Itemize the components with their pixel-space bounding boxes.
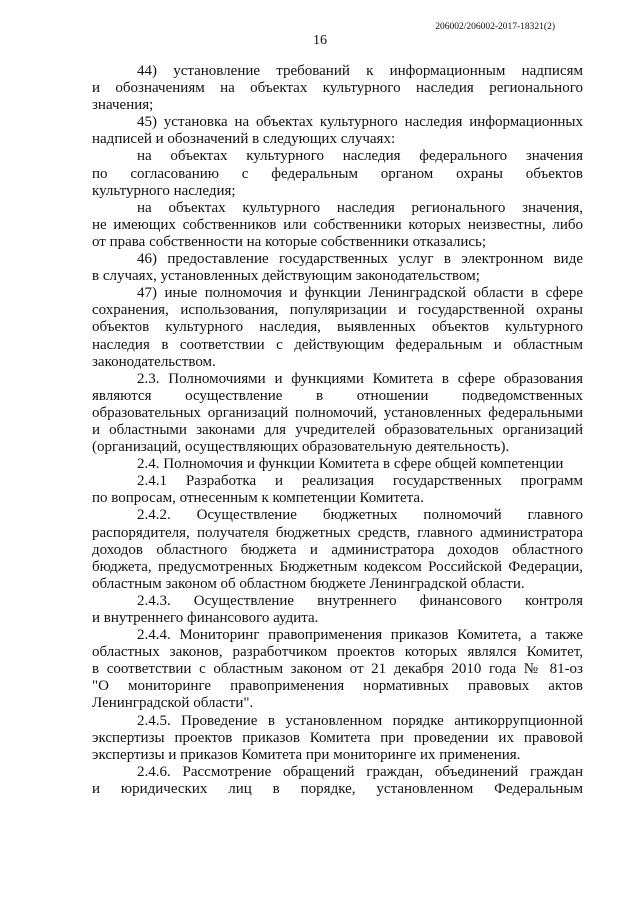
- text-line: на объектах культурного наследия федерального значения: [137, 148, 583, 165]
- paragraph-p2_4_2: [92, 507, 583, 592]
- paragraph-p47: [92, 285, 583, 370]
- text-line: и юридических лиц в порядке, установленном Федеральным: [92, 780, 583, 797]
- text-line: 2.4.2. Осуществление бюджетных полномочий главного: [137, 507, 583, 524]
- document-body: [92, 63, 583, 798]
- paragraph-p45: [92, 114, 583, 148]
- text-line: 44) установление требований к информационным надписям: [137, 63, 583, 79]
- text-line: являются осуществление в отношении подведомственных: [92, 387, 583, 404]
- text-line: сохранения, использования, популяризации и государственной охраны: [92, 302, 583, 319]
- text-line: в случаях, установленных действующим законодательством;: [92, 268, 480, 285]
- text-line: по согласованию с федеральным органом охраны объектов: [92, 165, 583, 182]
- text-line: не имеющих собственников или собственники которых неизвестны, либо: [92, 216, 583, 233]
- text-line: доходов областного бюджета и администратора доходов областного: [92, 541, 583, 558]
- paragraph-p2_3: [92, 371, 583, 456]
- text-line: областным законом об областном бюджете Ленинградской области.: [92, 575, 525, 592]
- text-line: и внутреннего финансового аудита.: [92, 610, 319, 626]
- document-code: 206002/206002-2017-18321(2): [435, 22, 555, 32]
- paragraph-p46: [92, 251, 583, 285]
- text-line: 47) иные полномочия и функции Ленинградской области в сфере: [137, 285, 583, 302]
- text-line: 2.4.1 Разработка и реализация государственных программ: [137, 473, 583, 490]
- text-line: экспертизы и приказов Комитета при мониторинге их применения.: [92, 746, 521, 763]
- text-line: 2.4.6. Рассмотрение обращений граждан, объединений граждан: [137, 763, 583, 780]
- text-line: культурного наследия;: [92, 182, 236, 199]
- text-line: 2.4.4. Мониторинг правоприменения приказов Комитета, а также: [137, 627, 583, 644]
- text-line: в соответствии с областным законом от 21 декабря 2010 года № 81-оз: [92, 661, 583, 678]
- paragraph-p2_4_6: [92, 764, 583, 798]
- text-line: 45) установка на объектах культурного наследия информационных: [137, 114, 583, 131]
- text-line: надписей и обозначений в следующих случаях:: [92, 131, 396, 148]
- text-line: Ленинградской области".: [92, 695, 254, 712]
- page-number: 16: [313, 33, 327, 48]
- text-line: бюджета, предусмотренных Бюджетным кодексом Российской Федерации,: [92, 558, 583, 575]
- paragraph-p45b: [92, 200, 583, 251]
- text-line: 46) предоставление государственных услуг в электронном виде: [137, 251, 583, 268]
- paragraph-p44: [92, 63, 583, 114]
- text-line: экспертизы проектов приказов Комитета при проведении их правовой: [92, 729, 583, 746]
- text-line: "О мониторинге правоприменения нормативных правовых актов: [92, 678, 583, 695]
- paragraph-p2_4_3: [92, 593, 583, 627]
- text-line: 2.4.3. Осуществление внутреннего финансового контроля: [137, 592, 583, 609]
- paragraph-p45a: [92, 148, 583, 199]
- text-line: областных законов, разработчиком проектов которых являлся Комитет,: [92, 644, 583, 661]
- text-line: (организаций, осуществляющих образовательную деятельность).: [92, 439, 510, 456]
- paragraph-p2_4_1: [92, 473, 583, 507]
- text-line: 2.4. Полномочия и функции Комитета в сфере общей компетенции: [137, 456, 564, 473]
- text-line: и обозначениям на объектах культурного наследия регионального: [92, 80, 583, 97]
- text-line: от права собственности на которые собственники отказались;: [92, 233, 487, 250]
- paragraph-p2_4_4: [92, 627, 583, 712]
- text-line: по вопросам, отнесенным к компетенции Комитета.: [92, 490, 424, 507]
- paragraph-p2_4: [92, 456, 583, 473]
- text-line: законодательством.: [92, 353, 216, 370]
- text-line: объектов культурного наследия, выявленных объектов культурного: [92, 319, 583, 336]
- text-line: наследия в соответствии с действующим федеральным и областным: [92, 336, 583, 353]
- text-line: 2.4.5. Проведение в установленном порядке антикоррупционной: [137, 712, 583, 729]
- text-line: 2.3. Полномочиями и функциями Комитета в сфере образования: [137, 370, 583, 387]
- text-line: значения;: [92, 97, 154, 114]
- text-line: на объектах культурного наследия регионального значения,: [137, 199, 583, 216]
- text-line: образовательных организаций полномочий, установленных федеральными: [92, 404, 583, 421]
- text-line: и областными законами для учредителей образовательных организаций: [92, 421, 583, 438]
- text-line: распорядителя, получателя бюджетных средств, главного администратора: [92, 524, 583, 541]
- paragraph-p2_4_5: [92, 713, 583, 764]
